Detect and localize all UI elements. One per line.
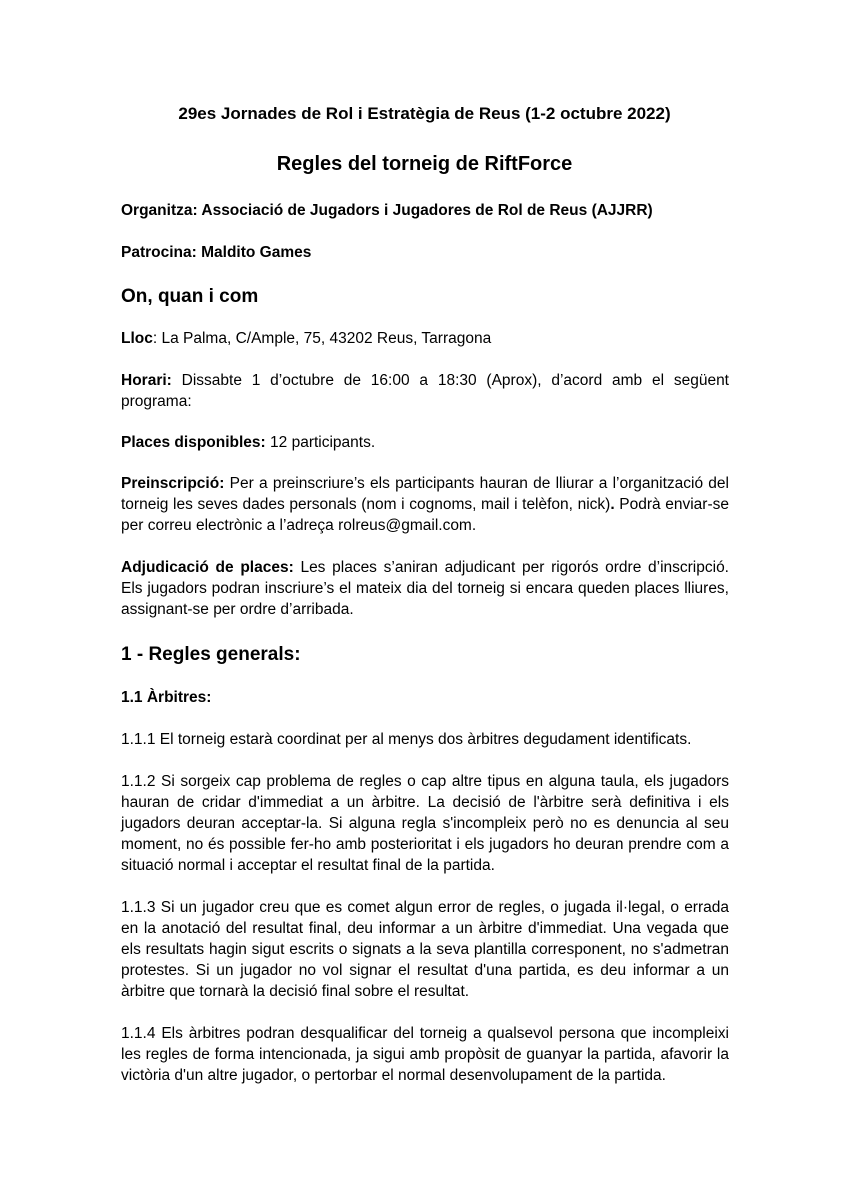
subsection-heading-referees: 1.1 Àrbitres: <box>121 689 212 706</box>
organizer-line: Organitza: Associació de Jugadors i Jugadores de Rol de Reus (AJJRR) <box>121 202 653 219</box>
section-heading-where: On, quan i com <box>121 286 259 307</box>
prereg-paragraph <box>121 473 729 536</box>
rules-title: Regles del torneig de RiftForce <box>276 153 573 175</box>
prereg-dot: . <box>610 496 615 513</box>
prereg-label: Preinscripció: <box>121 475 225 492</box>
rule-1-1-4: 1.1.4 Els àrbitres podran desqualificar del torneig a qualsevol persona que incompleixi les regles de forma intencionada, ja sigui amb propòsit de guanyar la partida, afavorir la victòria d'un altre jugador, o pertorbar el normal desenvolupament de la partida. <box>121 1025 729 1084</box>
prereg-value-2: Podrà enviar-se per correu electrònic a l’adreça rolreus@gmail.com. <box>121 496 729 534</box>
schedule-value: Dissabte 1 d’octubre de 16:00 a 18:30 (Aprox), d’acord amb el següent programa: <box>121 372 729 410</box>
award-label: Adjudicació de places: <box>121 559 294 576</box>
rule-1-1-3: 1.1.3 Si un jugador creu que es comet algun error de regles, o jugada il·legal, o errada en la anotació del resultat final, deu informar a un àrbitre d'immediat. Una vegada que els resultats hagin sigut escrits o signats a la seva plantilla corresponent, no s'admetran protestes. Si un jugador no vol signar el resultat d'una partida, es deu informar a un àrbitre que tornarà la decisió final sobre el resultat. <box>121 899 729 1000</box>
seats-value: 12 participants. <box>265 434 376 451</box>
schedule-label: Horari: <box>121 372 172 389</box>
place-label: Lloc <box>121 330 153 347</box>
seats-paragraph <box>121 432 729 453</box>
schedule-paragraph <box>121 370 729 412</box>
event-title: 29es Jornades de Rol i Estratègia de Reus (1-2 octubre 2022) <box>178 104 671 123</box>
rule-1-1-2: 1.1.2 Si sorgeix cap problema de regles o cap altre tipus en alguna taula, els jugadors hauran de cridar d'immediat a un àrbitre. La decisió de l'àrbitre serà definitiva i els jugadors deuran acceptar-la. Si alguna regla s'incompleix però no es denuncia al seu moment, no és possible fer-ho amb posterioritat i els jugadors ho deuran prendre com a situació normal i acceptar el resultat final de la partida. <box>121 773 729 874</box>
sponsor-line: Patrocina: Maldito Games <box>121 244 312 261</box>
award-paragraph <box>121 557 729 620</box>
award-value: Les places s’aniran adjudicant per rigorós ordre d’inscripció. Els jugadors podran inscriure’s el mateix dia del torneig si encara queden places lliures, assignant-se per ordre d’arribada. <box>121 559 729 618</box>
place-paragraph <box>121 328 729 349</box>
seats-label: Places disponibles: <box>121 434 266 451</box>
prereg-value-1: Per a preinscriure’s els participants hauran de lliurar a l’organització del torneig les seves dades personals (nom i cognoms, mail i telèfon, nick) <box>121 475 729 513</box>
section-heading-general: 1 - Regles generals: <box>121 644 301 665</box>
place-value: : La Palma, C/Ample, 75, 43202 Reus, Tarragona <box>152 330 492 347</box>
rule-1-1-1: 1.1.1 El torneig estarà coordinat per al menys dos àrbitres degudament identificats. <box>121 731 692 748</box>
